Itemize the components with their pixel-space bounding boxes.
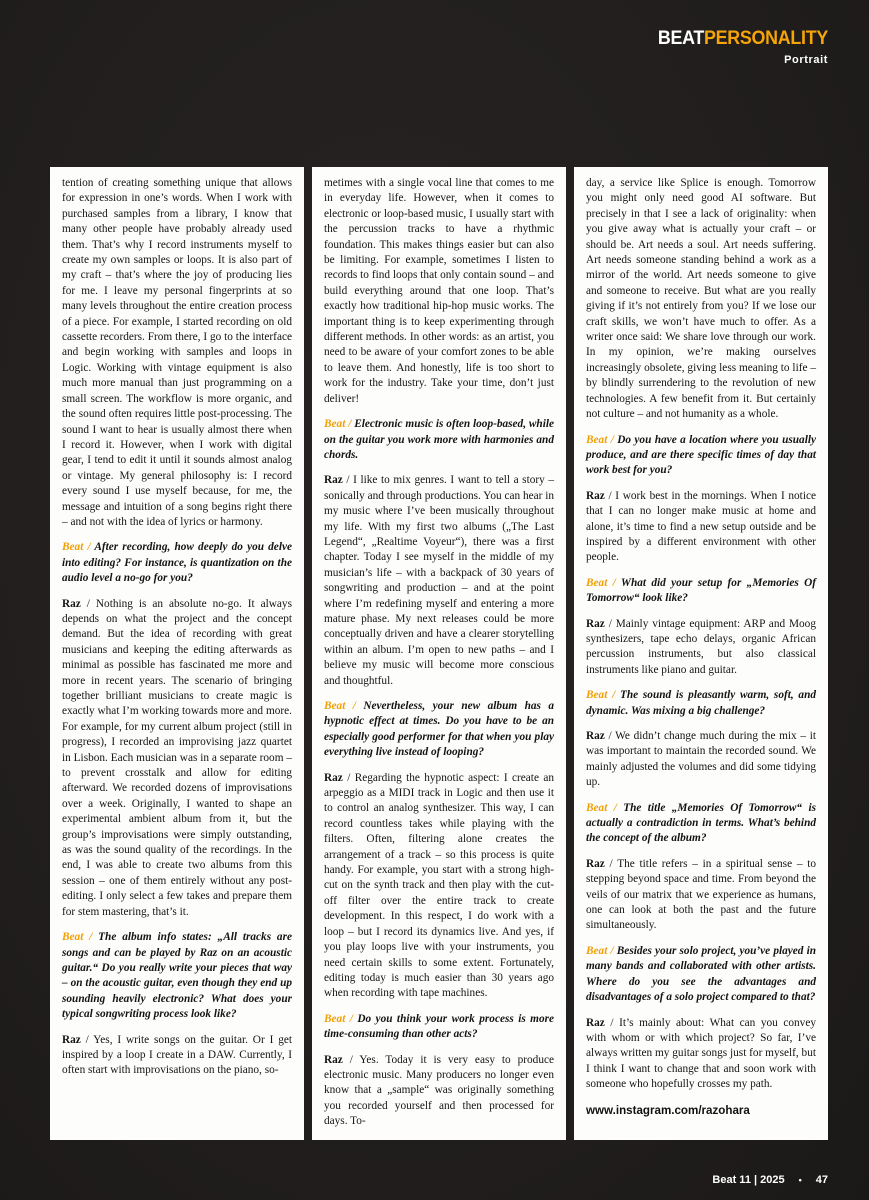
answer-text: Yes. Today it is very easy to produce electronic music. Many producers no longer even know that a „sample“ was originally something you recorded yourself and then processed for days. To- xyxy=(324,1053,554,1128)
interview-question xyxy=(586,688,816,719)
question-prefix: Beat / xyxy=(586,576,621,589)
page-header xyxy=(647,28,828,66)
question-prefix: Beat / xyxy=(586,689,620,702)
answer-text: It’s mainly about: What can you convey with whom or with which project? So far, I’ve always written my guitar songs just for myself, but I think I want to change that and soon work with someone who hopefully crosses my path. xyxy=(586,1016,816,1091)
interview-answer xyxy=(586,857,816,934)
interview-answer xyxy=(62,1033,292,1079)
article-column-1 xyxy=(50,167,304,1140)
page-footer xyxy=(712,1174,828,1186)
answer-separator: / xyxy=(80,597,96,610)
question-text: Electronic music is often loop-based, while on the guitar you work more with harmonies and chords. xyxy=(324,418,555,461)
answer-prefix: Raz xyxy=(324,1053,343,1066)
interview-question xyxy=(586,944,816,1006)
interview-answer xyxy=(324,1053,554,1130)
answer-prefix: Raz xyxy=(324,474,343,487)
answer-text: I work best in the mornings. When I notice that I can no longer make music at home and alone, it’s time to find a new setup outside and be inspired by a different environment with other people. xyxy=(586,489,816,564)
answer-text: Regarding the hypnotic aspect: I create an arpeggio as a MIDI track in Logic and then use it to control an analog synthesizer. This way, I can record countless takes while playing with the filters. Often, filtering alone creates the arrangement of a track – so this process is quite handy. For example, you start with a strong high-cut on the synth track and then play with the cut-off filter over the entire track to create development. In this respect, I do work with a loop – but I record its dynamics live. And yes, if you play loops live with your instruments, you need certain skills to some extent. Fortunately, editing today is much easier than 30 years ago when recording with tape machines. xyxy=(324,771,554,1000)
answer-text: Mainly vintage equipment: ARP and Moog synthesizers, tape echo delays, organic African percussion instruments, but also classical instruments like piano and guitar. xyxy=(586,617,816,676)
instagram-link: www.instagram.com/razohara xyxy=(586,1103,750,1117)
question-prefix: Beat / xyxy=(586,433,618,446)
question-prefix: Beat / xyxy=(586,944,617,957)
question-text: The title „Memories Of Tomorrow“ is actually a contradiction in terms. What’s behind the concept of the album? xyxy=(586,801,816,845)
interview-answer xyxy=(586,1016,816,1093)
question-prefix: Beat / xyxy=(62,541,95,554)
question-text: Do you think your work process is more time-consuming than other acts? xyxy=(324,1012,554,1041)
article-column-3 xyxy=(574,167,828,1140)
interview-answer xyxy=(324,473,554,689)
question-text: Besides your solo project, you’ve played in many bands and collaborated with other artists. Where do you see the advantages and disadvantages of a solo project compared to that? xyxy=(586,944,817,1004)
answer-text: Yes, I write songs on the guitar. Or I get inspired by a loop I create in a DAW. Currently, I often start with improvisations on the piano, so- xyxy=(62,1033,292,1077)
question-text: The album info states: „All tracks are songs and can be played by Raz on an acoustic guitar.“ Do you really write your pieces that way – on the acoustic guitar, even though they end up sounding heavily electronic? What does your typical songwriting process look like? xyxy=(62,931,292,1021)
section-label: Portrait xyxy=(784,54,828,66)
article-column-2 xyxy=(312,167,566,1140)
question-prefix: Beat / xyxy=(324,700,364,712)
question-text: Nevertheless, your new album has a hypnotic effect at times. Do you have to be an especially good performer for that when you play everything live instead of looping? xyxy=(324,700,555,759)
interview-question xyxy=(62,540,292,586)
brand-logo xyxy=(658,28,828,50)
answer-prefix: Raz xyxy=(586,1016,605,1029)
interview-question xyxy=(324,417,554,463)
answer-separator: / xyxy=(604,730,616,742)
answer-prefix: Raz xyxy=(62,1033,81,1046)
brand-personality: PERSONALITY xyxy=(704,28,828,49)
answer-prefix: Raz xyxy=(586,489,605,502)
paragraph-continuation: metimes with a single vocal line that comes to me in everyday life. However, when it comes to electronic or loop-based music, I usually start with the percussion tracks to have a rhythmic foundation. This makes things easier but can also be limiting. For example, sometimes I listen to records to find loops that only contain sound – and build everything around that one loop. That’s exactly how traditional hip-hop music works. The important thing is to keep experimenting through different methods. In other words: as an artist, you need to be aware of your comfort zones to be able to leave them. And honestly, life is too short to work for the industry. Take your time, don’t just deliver! xyxy=(324,177,554,405)
interview-question xyxy=(62,930,292,1022)
question-prefix: Beat / xyxy=(586,801,624,814)
answer-prefix: Raz xyxy=(586,857,605,870)
answer-separator: / xyxy=(604,617,616,630)
paragraph-continuation: day, a service like Splice is enough. Tomorrow you might only need good AI software. But precisely in that I see a lack of originality: when you give away what is actually your craft – or should be. Art needs a soul. Art needs suffering. Art needs someone standing behind a work as a mirror of the world. Art needs someone to give and someone to receive. But what are you really giving if it’s not entirely from you? If we lose our craft skills, we won’t have much to offer. As a writer once said: We share love through our work. In my opinion, we’re making ourselves increasingly obsolete, giving less meaning to life – by blindly surrendering to the revolution of new technologies. A few benefit from it. But certainly not culture – and not humanity as a whole. xyxy=(586,177,816,421)
answer-text: I like to mix genres. I want to tell a story – sonically and through productions. You can hear in my music where I’ve been musically throughout my life. With my first two albums („The Last Legend“, „Realtime Voyeur“), there was a first chapter. Today I see myself in the middle of my musician’s life – with a backpack of 30 years of songwriting and production – and at the point where I’m redefining myself and entering a more mature phase. My next releases could be more conceptually driven and have a clearer storytelling within an album. I’m open to new paths – and I believe my music will become more conscious and thoughtful. xyxy=(324,474,554,687)
answer-prefix: Raz xyxy=(62,597,81,610)
interview-answer xyxy=(586,489,816,566)
answer-separator: / xyxy=(342,771,355,784)
footer-separator-dot: • xyxy=(798,1175,802,1185)
answer-separator: / xyxy=(604,489,616,502)
answer-separator: / xyxy=(342,1053,360,1066)
brand-beat: BEAT xyxy=(657,28,705,49)
question-text: Do you have a location where you usually produce, and are there specific times of day that work best for you? xyxy=(586,433,816,477)
interview-answer xyxy=(324,771,554,1002)
interview-question xyxy=(324,1012,554,1043)
question-prefix: Beat / xyxy=(324,1012,358,1025)
answer-separator: / xyxy=(342,474,354,487)
interview-question xyxy=(324,699,554,761)
interview-question xyxy=(586,576,816,607)
question-text: The sound is pleasantly warm, soft, and dynamic. Was mixing a big challenge? xyxy=(586,689,817,717)
interview-question xyxy=(586,433,816,479)
answer-separator: / xyxy=(604,1016,620,1029)
answer-prefix: Raz xyxy=(324,771,343,784)
answer-text: The title refers – in a spiritual sense – to stepping beyond space and time. From beyond the veils of our matrix that we experience as humans, one can look at both the past and the future simultaneously. xyxy=(586,857,816,932)
answer-separator: / xyxy=(80,1033,94,1046)
interview-answer xyxy=(586,617,816,679)
answer-prefix: Raz xyxy=(586,730,605,742)
question-text: What did your setup for „Memories Of Tomorrow“ look like? xyxy=(586,576,816,605)
footer-issue: Beat 11 | 2025 xyxy=(712,1174,785,1186)
question-text: After recording, how deeply do you delve into editing? For instance, is quantization on the audio level a no-go for you? xyxy=(62,541,292,585)
article-columns xyxy=(50,167,828,1140)
footer-page-number: 47 xyxy=(815,1174,828,1186)
question-prefix: Beat / xyxy=(62,931,99,944)
interview-question xyxy=(586,801,816,847)
answer-prefix: Raz xyxy=(586,617,605,630)
question-prefix: Beat / xyxy=(324,418,355,431)
paragraph-continuation: tention of creating something unique that allows for expression in one’s words. When I work with purchased samples from a library, I know that many other people have probably already used them. That’s why I record instruments myself to create my own samples or loops. It is also part of my craft – that’s where the joy of producing lies for me. I leave my personal fingerprints at so many levels throughout the entire creation process of a piece. For example, I started recording on old cassette recorders. From there, I go to the interface and begin working with samples and loops in Logic. Working with vintage equipment is also much more manual than just programming on a small screen. The workflow is more organic, and the sound often requires little post-processing. The sound I want to hear is usually almost there when I record it. However, when I work with digital gear, I tend to edit it until it sounds almost analog or vintage. My general philosophy is: I record every sound I use myself because, for me, the message and intuition of a song begins right there – and not with the idea of lyrics or harmony. xyxy=(62,177,292,528)
answer-text: We didn’t change much during the mix – it was important to maintain the recorded sound. We mainly adjusted the volumes and did some tidying up. xyxy=(586,730,816,789)
answer-separator: / xyxy=(604,857,618,870)
interview-answer xyxy=(586,729,816,791)
answer-text: Nothing is an absolute no-go. It always depends on what the project and the concept demand. But the idea of recording with great musicians and keeping the editing afterwards as minimal as possible has fascinated me more and more in recent years. The scenario of bringing together brilliant musicians to create magic is exactly what I’m working towards more and more. For example, for my current album project (still in progress), I recorded an improvising jazz quartet in Lisbon. Each musician was in a separate room – to prevent crosstalk and allow for editing afterward. We recorded dozens of improvisations over a week. Originally, I wanted to shape an experimental ambient album from it, but the group’s improvisations were simply outstanding, as was the sound quality of the recordings. In the end, I was able to create two albums from this session – one of them entirely without any post-editing. I only select a few takes and prepare them for stem mastering, that’s it. xyxy=(62,597,292,918)
interview-answer xyxy=(62,597,292,921)
